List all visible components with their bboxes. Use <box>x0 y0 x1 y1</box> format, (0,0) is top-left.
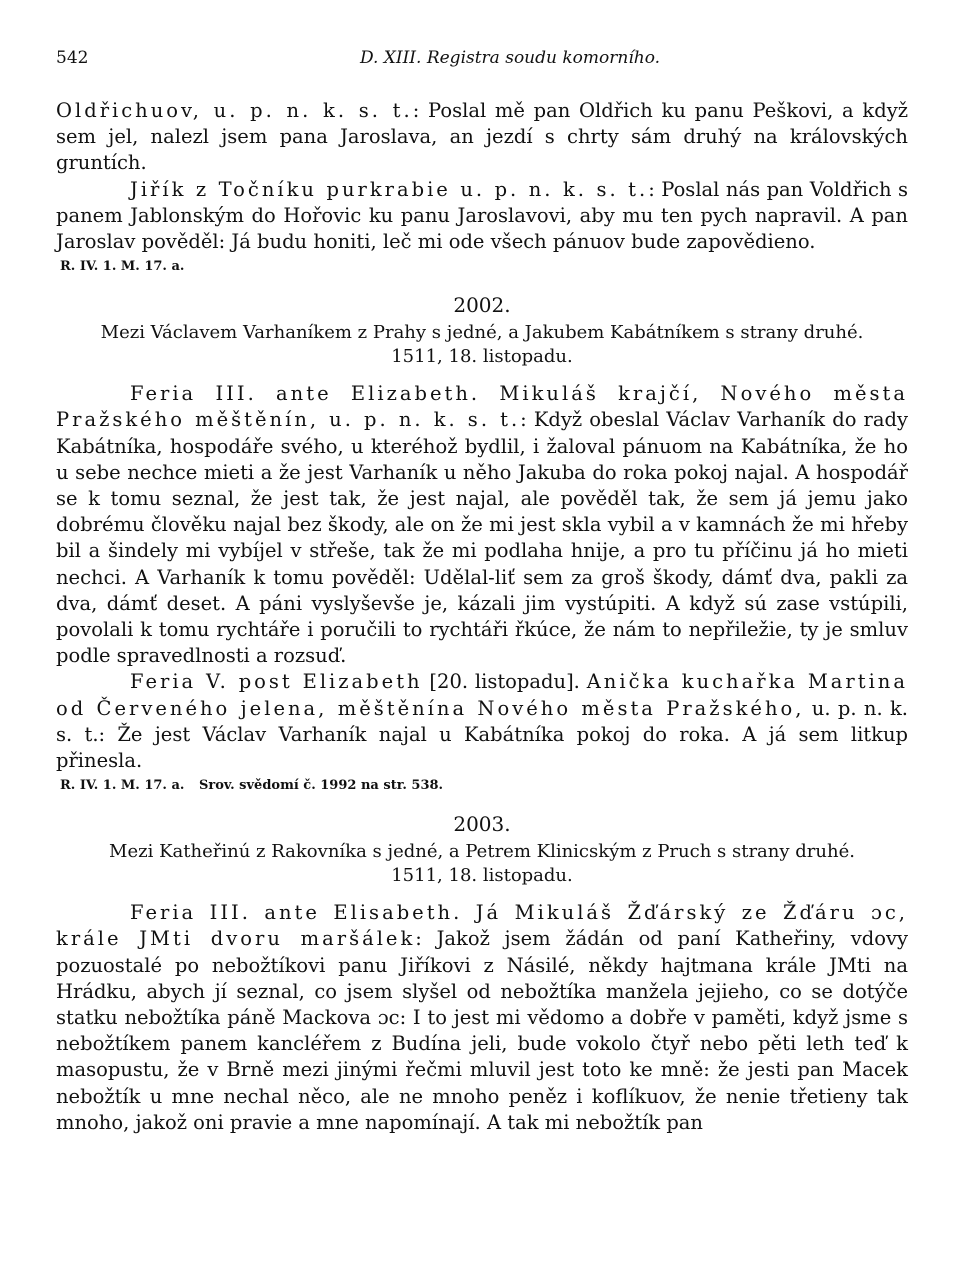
witness-lead: Oldřichuov, u. p. n. k. s. t. <box>56 99 413 122</box>
paragraph <box>56 381 908 669</box>
entry-date: 1511, 18. listopadu. <box>391 346 573 368</box>
signature-line <box>60 257 908 277</box>
entry-title: Mezi Václavem Varhaníkem z Prahy s jedné, a Jakubem Kabátníkem s strany druhé. <box>100 322 864 344</box>
entry-date: 1511, 18. listopadu. <box>391 865 573 887</box>
page-body <box>56 98 908 1136</box>
witness-lead: Feria V. post Elizabeth <box>130 670 423 694</box>
witness-lead: Anička kuchařka Martina od Červeného jelena, měštěnína Nového města Pražského, <box>56 670 908 720</box>
paragraph-text: u. p. n. k. s. t.: Že jest Václav Varhaník najal u Kabátníka pokoj do roka. A já sem litkup přinesla. <box>56 696 908 773</box>
paragraph-text: : Poslal nás pan Voldřich s panem Jablonským do Hořovic ku panu Jaroslavovi, aby mu ten pych napravil. A pan Jaroslav pověděl: Já budu honiti, leč mi ode všech pánuov bude zapovědieno. <box>56 177 908 254</box>
paragraph-text: : Poslal mě pan Oldřich ku panu Peškovi, a když sem jel, nalezl jsem pana Jaroslava, an jezdí s chrty sám druhý na královských gruntích. <box>56 99 908 175</box>
page-header <box>56 48 904 74</box>
archive-signature: R. IV. 1. M. 17. a. <box>60 778 185 794</box>
witness-lead: Feria III. ante Elizabeth. Mikuláš krajčí, Nového města Pražského měštěnín, u. p. n. k. s. t. <box>56 382 908 432</box>
cross-reference: Srov. svědomí č. 1992 na str. 538. <box>198 778 444 794</box>
paragraph-text: : Když obeslal Václav Varhaník do rady Kabátníka, hospodáře svého, u kteréhož bydlil, i žaloval pánuom na Kabátníka, že ho u sebe nechce mieti a že jest Varhaník u něho Jakuba do roka pokoj najal. A hospodář se k tomu seznal, že jest tak, že jest najal, ale pověděl tak, že sem já jemu jako dobrému člověku najal bez škody, ale on že mi jest skla vybil a v kamnách že mi hřeby bil a šindely mi vybíjel v střeše, tak že mi podlaha hnije, a pro tu příčinu já ho mieti nechci. A Varhaník k tomu pověděl: Udělal-liť sem za groš škody, dámť dva, pakli za dva, dámť deset. A páni vyslyševše je, kázali jim vystúpiti. A když sú zase vstúpili, povolali k tomu rychtáře i poručili to rychtáři řkúce, že nám to nepřiležie, ty je smluv podle spravedlnosti a rozsuď. <box>56 408 908 668</box>
entry-title: Mezi Katheřinú z Rakovníka s jedné, a Petrem Klinicským z Pruch s strany druhé. <box>109 841 855 863</box>
paragraph <box>56 669 908 774</box>
entry-number: 2002. <box>453 293 511 318</box>
paragraph-text: : Jakož jsem žádán od paní Katheřiny, vdovy pozuostalé po nebožtíkovi panu Jiříkovi z Násilé, někdy hajtmana krále JMti na Hrádku, abych jí seznal, co jsem slyšel od nebožtíka manžela jejieho, co se dotýče statku nebožtíka páně Mackova ɔc: I to jest mi vědomo a dobře v paměti, když jsme s nebožtíkem panem kancléřem z Budína jeli, bude vokolo čtyř nebo pěti leth teď k masopustu, že v Brně mezi jinými řečmi mluvil jest toto ke mně: že jesti pan Macek nebožtík u mne nechal něco, ale ne mnoho peněz i koflíkuov, že nenie třetieny tak mnoho, jakož oni pravie a mne napomínají. A tak mi nebožtík pan <box>56 927 908 1134</box>
paragraph <box>56 900 908 1136</box>
signature-line <box>60 776 908 796</box>
archive-signature: R. IV. 1. M. 17. a. <box>60 259 185 275</box>
witness-lead: Jiřík z Točníku purkrabie u. p. n. k. s. t. <box>130 177 649 201</box>
witness-lead: Feria III. ante Elisabeth. Já Mikuláš Žďárský ze Žďáru ɔc, krále JMti dvoru maršálek <box>56 901 908 951</box>
entry-number: 2003. <box>453 812 511 837</box>
running-head: D. XIII. Registra soudu komorního. <box>359 48 661 68</box>
date-bracket: [20. listopadu]. <box>422 670 587 694</box>
page-number: 542 <box>56 48 89 68</box>
paragraph <box>56 98 908 177</box>
paragraph <box>56 177 908 256</box>
